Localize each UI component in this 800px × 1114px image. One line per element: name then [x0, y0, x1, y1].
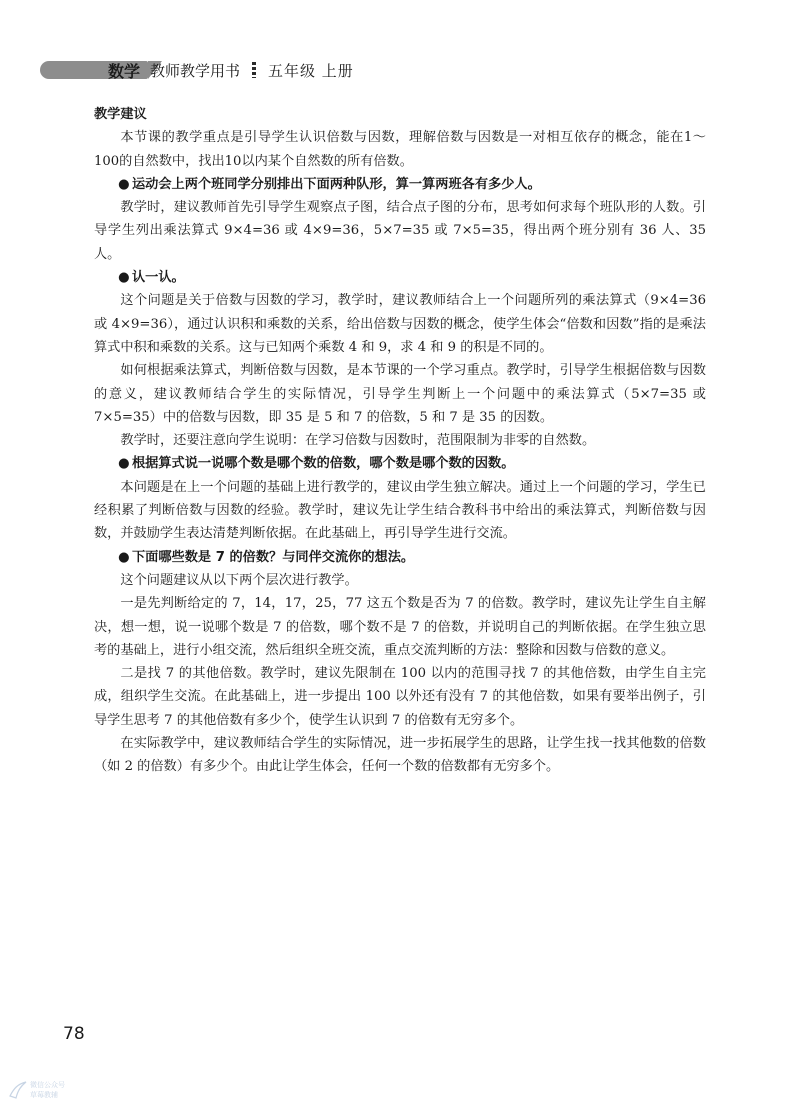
- watermark-line2: 草莓教辅: [30, 1091, 58, 1099]
- bullet-heading: [94, 546, 706, 569]
- paragraph: 如何根据乘法算式，判断倍数与因数，是本节课的一个学习重点。教学时，引导学生根据倍数与因数的意义，建议教师结合学生的实际情况，引导学生判断上一个问题中的乘法算式（5×7=35 或 7×5=35）中的倍数与因数，即 35 是 5 和 7 的倍数，5 和 7 是 35 的因数。: [94, 363, 706, 425]
- bullet-icon: ●: [118, 270, 130, 286]
- paragraph: 一是先判断给定的 7，14，17，25，77 这五个数是否为 7 的倍数。教学时，建议先让学生自主解决，想一想，说一说哪个数是 7 的倍数，哪个数不是 7 的倍数，并说明自己的判断依据。在学生独立思考的基础上，进行小组交流，然后组织全班交流，重点交流判断的方法：整除和因数与倍数的意义。: [94, 596, 706, 658]
- paragraph: 这个问题建议从以下两个层次进行教学。: [120, 572, 358, 588]
- watermark: [8, 1078, 72, 1106]
- header-book-title: 教师教学用书: [150, 61, 241, 80]
- header-separator: [252, 62, 256, 78]
- paragraph: 教学时，还要注意向学生说明：在学习倍数与因数时，范围限制为非零的自然数。: [120, 433, 596, 449]
- page-header: [108, 58, 354, 82]
- bullet-text: 根据算式说一说哪个数是哪个数的倍数，哪个数是哪个数的因数。: [132, 456, 515, 472]
- paragraph: 在实际教学中，建议教师结合学生的实际情况，进一步拓展学生的思路，让学生找一找其他数的倍数（如 2 的倍数）有多少个。由此让学生体会，任何一个数的倍数都有无穷多个。: [94, 736, 706, 775]
- paragraph: 二是找 7 的其他倍数。教学时，建议先限制在 100 以内的范围寻找 7 的其他倍数，由学生自主完成，组织学生交流。在此基础上，进一步提出 100 以外还有没有 7 的其他倍数，如果有要举出例子，引导学生思考 7 的其他倍数有多少个，使学生认识到 7 的倍数有无穷多个。: [94, 666, 706, 728]
- paragraph: 教学时，建议教师首先引导学生观察点子图，结合点子图的分布，思考如何求每个班队形的人数。引导学生列出乘法算式 9×4=36 或 4×9=36，5×7=35 或 7×5=35，得出两个班分别有 36 人、35 人。: [94, 200, 706, 262]
- bullet-icon: ●: [118, 549, 130, 565]
- watermark-bird-icon: [8, 1078, 28, 1100]
- watermark-line1: 微信公众号: [30, 1081, 65, 1089]
- paragraph: 这个问题是关于倍数与因数的学习，教学时，建议教师结合上一个问题所列的乘法算式（9×4=36 或 4×9=36），通过认识积和乘数的关系，给出倍数与因数的概念，使学生体会“倍数和因数”指的是乘法算式中积和乘数的关系。这与已知两个乘数 4 和 9，求 4 和 9 的积是不同的。: [94, 293, 706, 355]
- bullet-heading: [94, 173, 706, 196]
- section-title: 教学建议: [94, 107, 147, 122]
- page-content: [94, 103, 706, 779]
- bullet-text: 运动会上两个班同学分别排出下面两种队形，算一算两班各有多少人。: [132, 176, 541, 192]
- bullet-heading: [94, 452, 706, 475]
- bullet-icon: ●: [118, 176, 130, 192]
- bullet-icon: ●: [118, 456, 130, 472]
- bullet-heading: [94, 266, 706, 289]
- bullet-text: 下面哪些数是 7 的倍数？与同伴交流你的想法。: [132, 549, 415, 565]
- header-subject: 数学: [108, 61, 141, 81]
- header-grade: 五年级 上册: [268, 61, 354, 80]
- paragraph: 本节课的教学重点是引导学生认识倍数与因数，理解倍数与因数是一对相互依存的概念，能在1～100的自然数中，找出10以内某个自然数的所有倍数。: [94, 130, 706, 169]
- page-number: 78: [63, 1024, 85, 1044]
- bullet-text: 认一认。: [132, 270, 185, 286]
- paragraph: 本问题是在上一个问题的基础上进行教学的，建议由学生独立解决。通过上一个问题的学习，学生已经积累了判断倍数与因数的经验。教学时，建议先让学生结合教科书中给出的乘法算式，判断倍数与因数，并鼓励学生表达清楚判断依据。在此基础上，再引导学生进行交流。: [94, 479, 706, 542]
